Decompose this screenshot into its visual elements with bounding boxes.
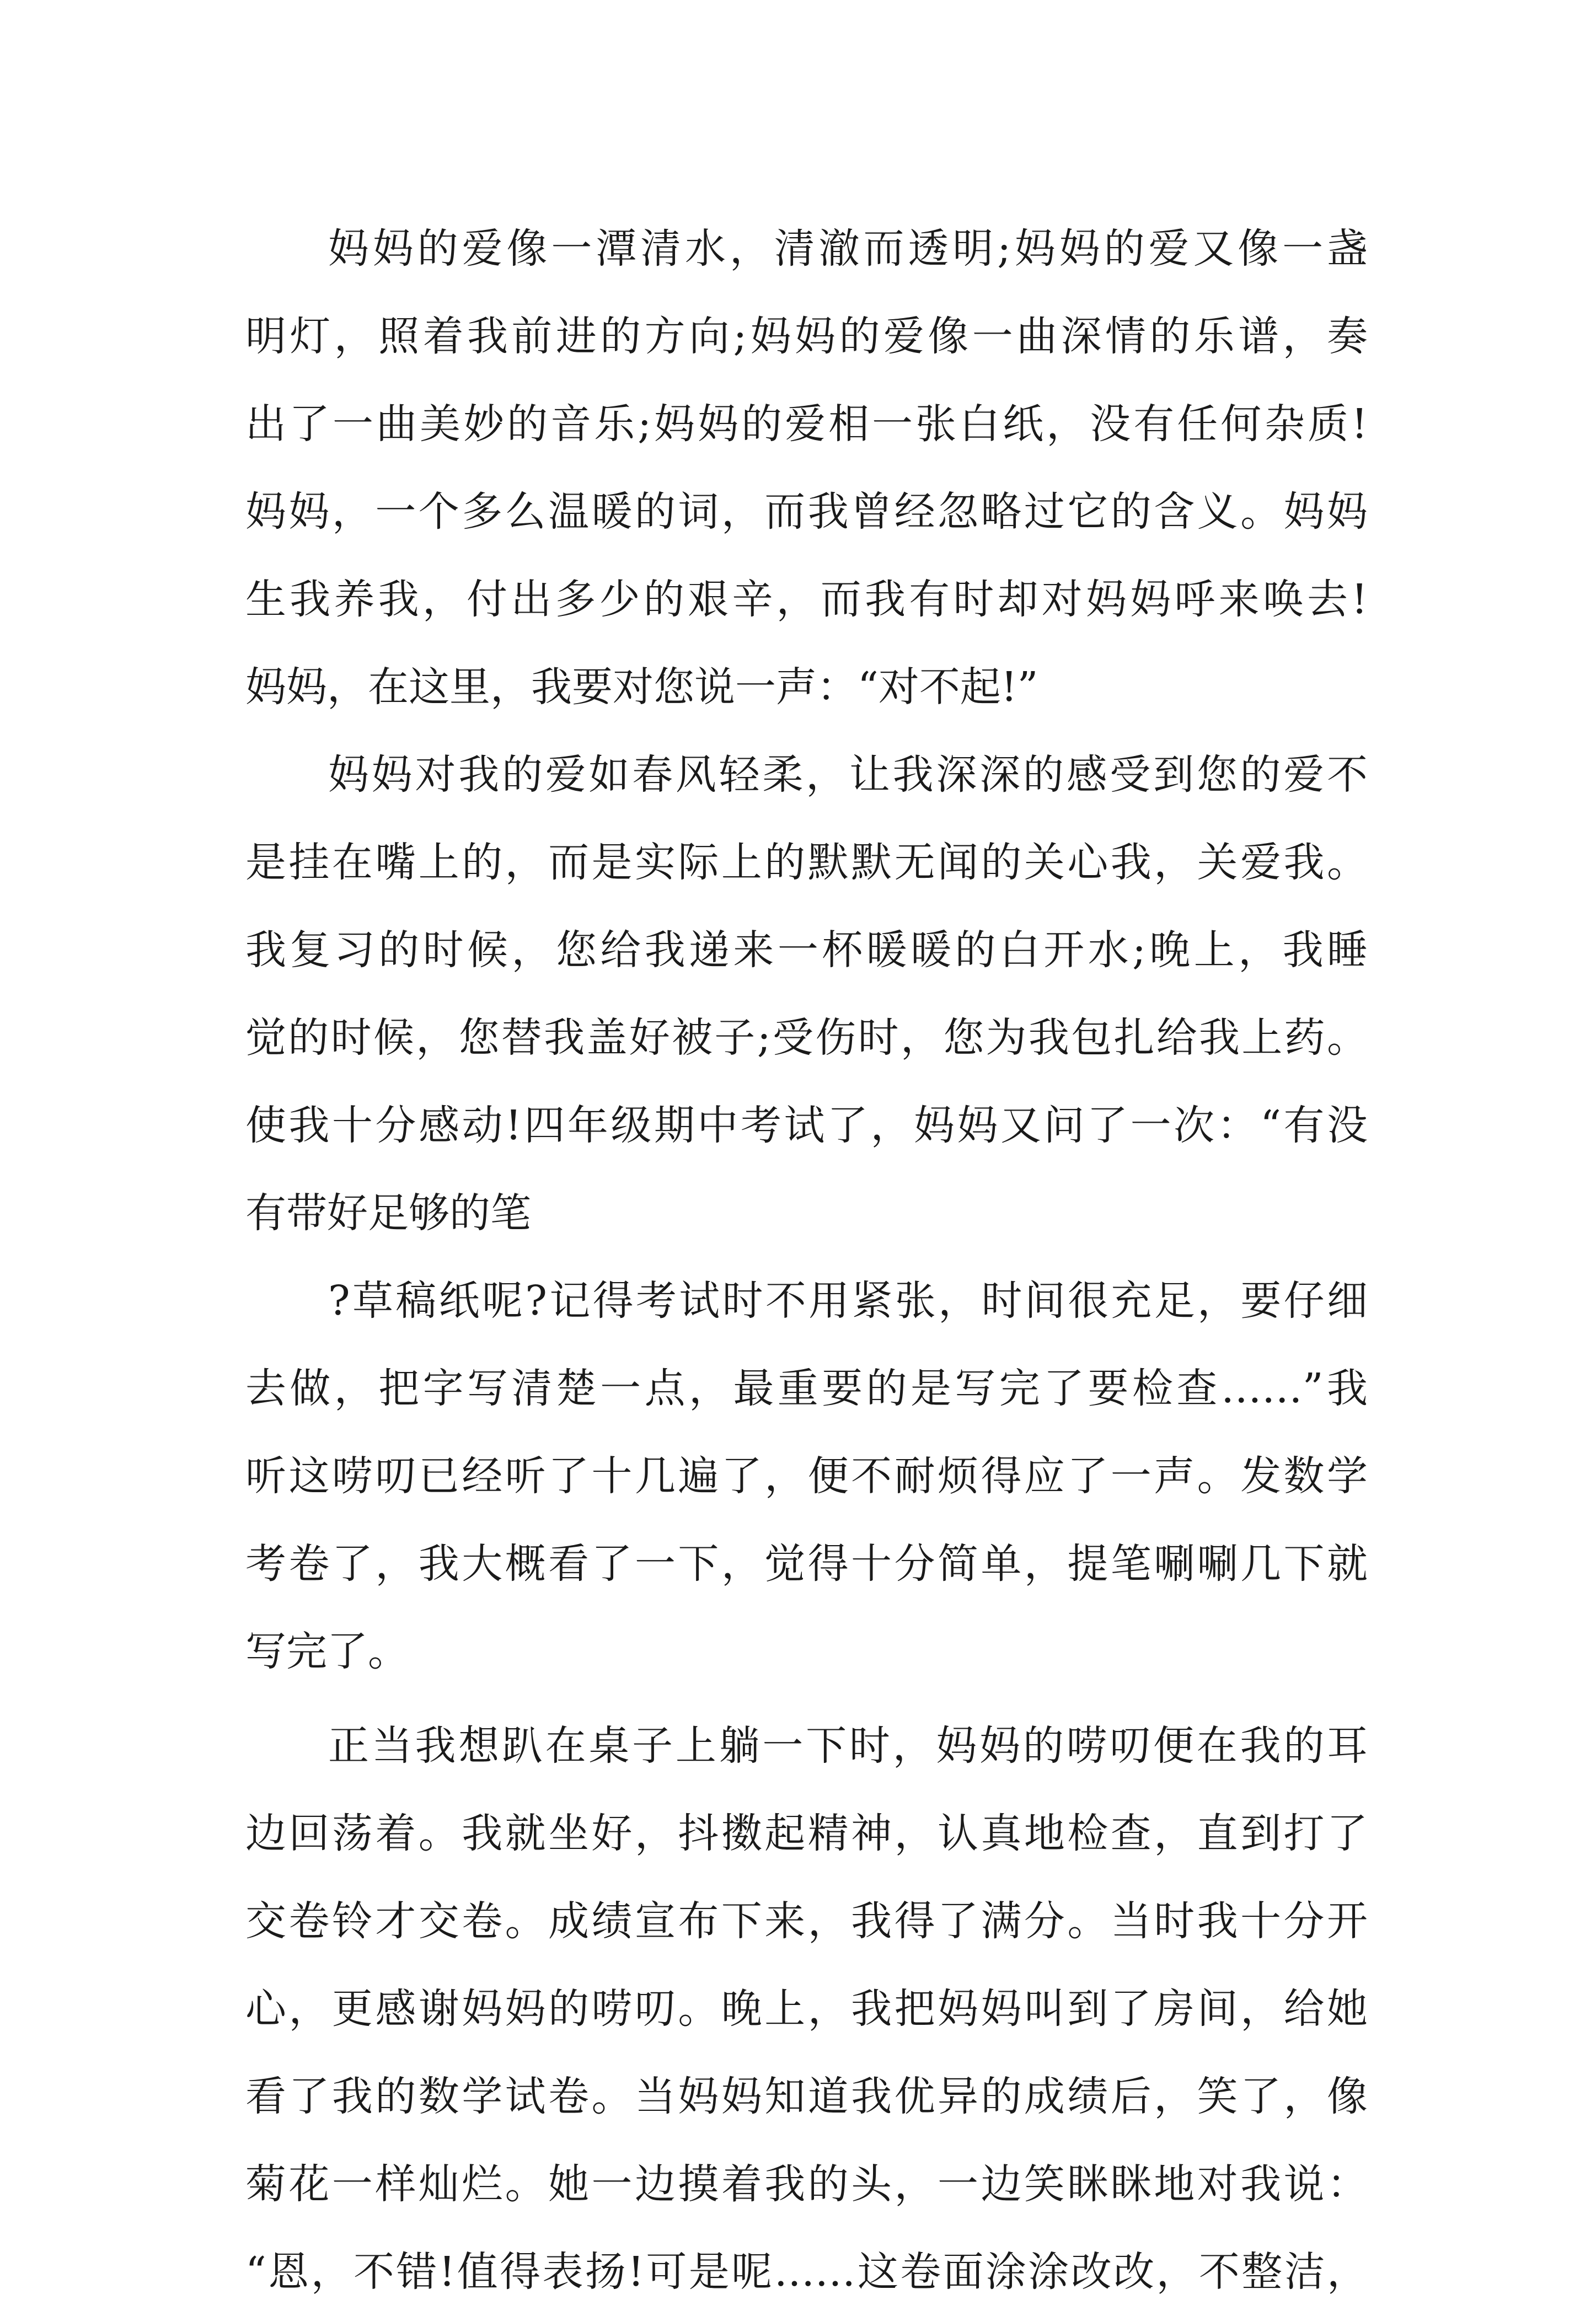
text-line: 妈妈，在这里，我要对您说一声：“对不起!” bbox=[245, 663, 1038, 711]
text-line: ?草稿纸呢?记得考试时不用紧张，时间很充足，要仔细 bbox=[328, 1277, 1368, 1325]
text-line: 边回荡着。我就坐好，抖擞起精神，认真地检查，直到打了 bbox=[245, 1810, 1368, 1857]
text-line: 我复习的时候，您给我递来一杯暖暖的白开水;晚上，我睡 bbox=[245, 926, 1368, 974]
text-line: 听这唠叨已经听了十几遍了，便不耐烦得应了一声。发数学 bbox=[245, 1452, 1368, 1500]
text-line: 菊花一样灿烂。她一边摸着我的头，一边笑眯眯地对我说： bbox=[245, 2160, 1368, 2208]
text-line: 看了我的数学试卷。当妈妈知道我优异的成绩后，笑了，像 bbox=[245, 2073, 1368, 2120]
text-line: 考卷了，我大概看了一下，觉得十分简单，提笔唰唰几下就 bbox=[245, 1540, 1368, 1588]
document-page bbox=[245, 205, 1368, 2316]
text-line: 妈妈的爱像一潭清水，清澈而透明;妈妈的爱又像一盏 bbox=[328, 225, 1368, 272]
text-line: 写完了。 bbox=[245, 1628, 409, 1675]
text-line: 生我养我，付出多少的艰辛，而我有时却对妈妈呼来唤去! bbox=[245, 576, 1368, 623]
text-line: 是挂在嘴上的，而是实际上的默默无闻的关心我，关爱我。 bbox=[245, 839, 1368, 886]
text-line: 觉的时候，您替我盖好被子;受伤时，您为我包扎给我上药。 bbox=[245, 1014, 1368, 1062]
text-line: 心，更感谢妈妈的唠叨。晚上，我把妈妈叫到了房间，给她 bbox=[245, 1985, 1368, 2033]
text-line: 使我十分感动!四年级期中考试了，妈妈又问了一次：“有没 bbox=[245, 1102, 1368, 1149]
text-line: 有带好足够的笔 bbox=[245, 1189, 531, 1237]
text-line: “恩，不错!值得表扬!可是呢……这卷面涂涂改改，不整洁， bbox=[245, 2248, 1368, 2296]
text-line: 出了一曲美妙的音乐;妈妈的爱相一张白纸，没有任何杂质! bbox=[245, 400, 1368, 448]
text-line: 妈妈对我的爱如春风轻柔，让我深深的感受到您的爱不 bbox=[328, 751, 1368, 798]
text-line: 明灯，照着我前进的方向;妈妈的爱像一曲深情的乐谱，奏 bbox=[245, 313, 1368, 360]
text-line: 正当我想趴在桌子上躺一下时，妈妈的唠叨便在我的耳 bbox=[328, 1722, 1368, 1770]
paragraph-gap bbox=[245, 1696, 1368, 1702]
text-line: 交卷铃才交卷。成绩宣布下来，我得了满分。当时我十分开 bbox=[245, 1897, 1368, 1945]
text-line: 妈妈，一个多么温暖的词，而我曾经忽略过它的含义。妈妈 bbox=[245, 488, 1368, 535]
text-line: 去做，把字写清楚一点，最重要的是写完了要检查……”我 bbox=[245, 1365, 1368, 1412]
